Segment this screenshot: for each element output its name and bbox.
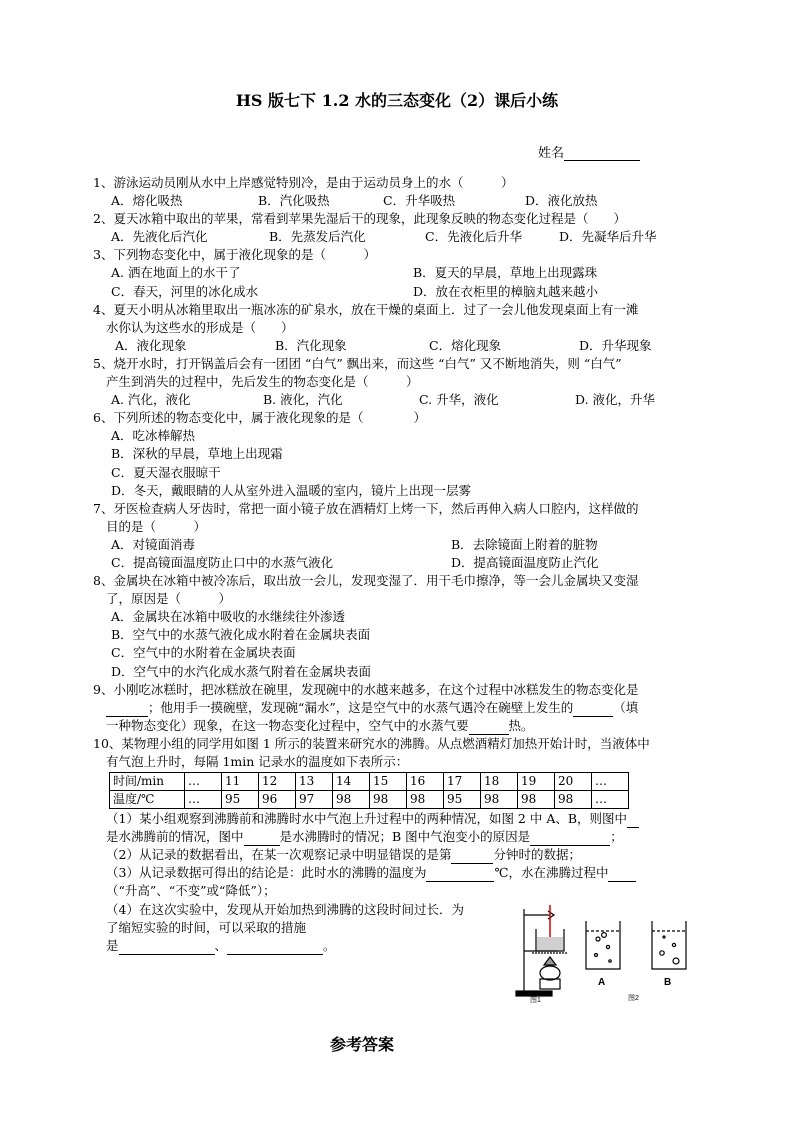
q9-blank-1[interactable]: [106, 702, 148, 717]
q9-line2-text-b: （填: [613, 699, 639, 715]
q7-stem-line2: 目的是（ ）: [106, 518, 207, 534]
q1-option-d[interactable]: D．液化放热: [525, 193, 598, 209]
q3-options-row2: [93, 283, 708, 301]
q8-option-d[interactable]: D．空气中的水汽化成水蒸气附着在金属块表面: [111, 663, 372, 679]
q2-option-a[interactable]: A．先液化后汽化: [111, 229, 208, 245]
name-field: [538, 142, 640, 161]
q9-blank-3[interactable]: [469, 720, 509, 735]
q2-option-b[interactable]: B．先蒸发后汽化: [269, 229, 366, 245]
table-cell: 98: [333, 791, 370, 809]
table-cell: 16: [407, 773, 444, 791]
q10-blank-3[interactable]: [530, 831, 610, 846]
q4-options: [93, 337, 708, 355]
table-cell: 14: [333, 773, 370, 791]
q3-option-d[interactable]: D．放在衣柜里的樟脑丸越来越小: [413, 283, 599, 299]
table-cell: 95: [222, 791, 259, 809]
table-cell: 15: [370, 773, 407, 791]
q10-line1: 10、某物理小组的同学用如图 1 所示的装置来研究水的沸腾。从点燃酒精灯加热开始计时，当液体中: [93, 735, 650, 751]
table-cell: …: [185, 791, 222, 809]
figure-caption-2: 图2: [628, 995, 639, 1002]
q9-line2: [93, 699, 708, 717]
q3-option-a[interactable]: A. 洒在地面上的水干了: [111, 265, 241, 281]
q3-option-c[interactable]: C．春天，河里的冰化成水: [111, 283, 259, 299]
q5-option-a[interactable]: A. 汽化，液化: [111, 392, 191, 408]
table-cell: 98: [555, 791, 592, 809]
table-cell: 98: [481, 791, 518, 809]
table-cell: …: [592, 791, 629, 809]
table-cell: 13: [296, 773, 333, 791]
q5-option-b[interactable]: B. 液化，汽化: [263, 392, 343, 408]
boiling-experiment-figure: [510, 903, 710, 1003]
q10-sub1-line1: [93, 810, 708, 828]
q10-sub4-text-c: 。: [323, 937, 336, 953]
q8-stem-line2: 了，原因是（ ）: [106, 591, 232, 607]
figure-label-b: B: [664, 977, 672, 988]
q10-sub2-text-a: （2）从记录的数据看出，在某一次观察记录中明显错误的是第: [106, 847, 452, 863]
beaker-a-icon: [586, 921, 620, 969]
table-cell: 20: [555, 773, 592, 791]
q5-option-d[interactable]: D. 液化，升华: [575, 392, 656, 408]
q5-stem-line1: 5、烧开水时，打开锅盖后会有一团团 “白气” 飘出来，而这些 “白气” 又不断地消失，则 “白气”: [93, 355, 622, 371]
q5-options: [93, 391, 708, 409]
q7-options-row1: [93, 536, 708, 554]
q10-blank-7[interactable]: [119, 940, 215, 955]
q10-sub2: [93, 846, 708, 864]
table-cell: 98: [407, 791, 444, 809]
q10-line2: 有气泡上升时，每隔 1min 记录水的温度如下表所示：: [106, 754, 409, 769]
q10-blank-2[interactable]: [244, 831, 280, 846]
q1-stem: 1、游泳运动员刚从水中上岸感觉特别冷，是由于运动员身上的水（ ）: [93, 175, 514, 190]
answer-heading: 参考答案: [329, 1035, 394, 1054]
q6-stem: 6、下列所述的物态变化中，属于液化现象的是（ ）: [93, 410, 426, 426]
q1-option-a[interactable]: A．熔化吸热: [111, 193, 183, 209]
q9-line2-text-a: ；他用手一摸碗壁，发现碗“漏水”，这是空气中的水蒸气遇冷在碗壁上发生的: [148, 699, 574, 715]
q10-blank-6[interactable]: [608, 867, 636, 882]
q4-stem-line1: 4、夏天小明从冰箱里取出一瓶冰冻的矿泉水，放在干燥的桌面上．过了一会儿他发现桌面上有一滩: [93, 301, 639, 317]
q4-option-c[interactable]: C．熔化现象: [429, 337, 502, 353]
q8-option-b[interactable]: B．空气中的水蒸气液化成水附着在金属块表面: [111, 627, 371, 643]
q7-option-a[interactable]: A．对镜面消毒: [111, 536, 196, 552]
table-row-time: [110, 773, 629, 791]
figure-caption-1: 图1: [530, 997, 541, 1003]
q2-option-c[interactable]: C．先液化后升华: [425, 229, 523, 245]
q1-option-c[interactable]: C．升华吸热: [383, 193, 456, 209]
q9-blank-2[interactable]: [573, 702, 613, 717]
table-cell: 98: [518, 791, 555, 809]
q10-sub1-text-b: 是水沸腾时的情况；B 图中气泡变小的原因是: [279, 829, 531, 845]
q4-option-a[interactable]: A．液化现象: [115, 337, 187, 353]
table-cell: 12: [259, 773, 296, 791]
table-cell: 18: [481, 773, 518, 791]
q2-options: [93, 228, 708, 246]
table-cell: 19: [518, 773, 555, 791]
table-cell: 95: [444, 791, 481, 809]
q8-stem-line1: 8、金属块在冰箱中被冷冻后，取出放一会儿，发现变湿了．用干毛巾擦净，等一会儿金属块又变湿: [93, 573, 639, 589]
q10-sub1-line2: [93, 828, 708, 846]
q1-options: [93, 192, 708, 210]
temperature-table: [109, 772, 629, 809]
table-header-temp: 温度/℃: [110, 791, 185, 809]
q10-sub3-text-a: （3）从记录数据可得出的结论是：此时水的沸腾的温度为: [106, 865, 427, 881]
q10-blank-5[interactable]: [426, 867, 494, 882]
q6-option-c[interactable]: C．夏天湿衣服晾干: [111, 464, 221, 480]
q10-sub2-text-b: 分钟时的数据；: [493, 847, 581, 863]
q7-option-c[interactable]: C．提高镜面温度防止口中的水蒸气液化: [111, 554, 334, 570]
q10-sub3-line1: [93, 864, 708, 882]
table-header-time: 时间/min: [110, 773, 185, 791]
q9-line3-text-a: 一种物态变化）现象，在这一物态变化过程中，空气中的水蒸气要: [106, 717, 469, 733]
q4-stem-line2: 水你认为这些水的形成是（ ）: [106, 319, 294, 335]
q9-line1: 9、小刚吃冰糕时，把冰糕放在碗里，发现碗中的水越来越多，在这个过程中冰糕发生的物态变化是: [93, 681, 639, 697]
q2-stem: 2、夏天冰箱中取出的苹果，常看到苹果先湿后干的现象，此现象反映的物态变化过程是（ ）: [93, 211, 626, 227]
q2-option-d[interactable]: D．先凝华后升华: [559, 229, 657, 245]
q10-blank-8[interactable]: [227, 940, 323, 955]
q5-option-c[interactable]: C. 升华，液化: [419, 392, 499, 408]
q10-blank-1[interactable]: [627, 813, 639, 828]
table-cell: 98: [370, 791, 407, 809]
q7-options-row2: [93, 554, 708, 572]
q10-sub4-line1: （4）在这次实验中，发现从开始加热到沸腾的这段时间过长．为: [106, 901, 464, 917]
q3-options-row1: [93, 264, 708, 282]
q6-option-b[interactable]: B．深秋的早晨，草地上出现霜: [111, 446, 283, 462]
name-label: 姓名: [538, 146, 565, 161]
q6-option-d[interactable]: D．冬天，戴眼睛的人从室外进入温暖的室内，镜片上出现一层雾: [111, 482, 472, 498]
q7-option-b[interactable]: B．去除镜面上附着的脏物: [451, 536, 598, 552]
q10-sub3-line2: （“升高”、“不变”或“降低”）；: [106, 883, 276, 899]
table-cell: 11: [222, 773, 259, 791]
q7-option-d[interactable]: D．提高镜面温度防止汽化: [451, 554, 599, 570]
q10-blank-4[interactable]: [451, 849, 493, 864]
table-cell: 97: [296, 791, 333, 809]
q3-stem: 3、下列物态变化中，属于液化现象的是（ ）: [93, 247, 376, 263]
q9-line3: [93, 717, 708, 735]
table-cell: 17: [444, 773, 481, 791]
q4-option-d[interactable]: D．升华现象: [579, 337, 652, 353]
figure-label-a: A: [598, 977, 606, 988]
q10-sub4-text-a: 是: [106, 937, 119, 953]
q6-option-a[interactable]: A．吃冰棒解热: [111, 428, 196, 444]
q4-option-b[interactable]: B．汽化现象: [275, 337, 347, 353]
q3-option-b[interactable]: B．夏天的早晨，草地上出现露珠: [413, 265, 598, 281]
name-blank[interactable]: [564, 147, 640, 161]
q10-sub1-text-a: 是水沸腾前的情况，图中: [106, 829, 244, 845]
q8-option-c[interactable]: C．空气中的水附着在金属块表面: [111, 645, 296, 661]
table-cell: 96: [259, 791, 296, 809]
q5-stem-line2: 产生到消失的过程中，先后发生的物态变化是（ ）: [106, 374, 419, 390]
q10-sub3-text-b: ℃，水在沸腾过程中: [494, 865, 609, 881]
q9-line3-text-b: 热。: [508, 717, 534, 733]
table-row-temp: [110, 791, 629, 809]
question-list: [93, 174, 708, 955]
table-cell: …: [185, 773, 222, 791]
q7-stem-line1: 7、牙医检查病人牙齿时，常把一面小镜子放在酒精灯上烤一下，然后再伸入病人口腔内，这样做的: [93, 500, 639, 516]
iron-stand-icon: [516, 905, 568, 996]
q10-sub1-text: （1）某小组观察到沸腾前和沸腾时水中气泡上升过程中的两种情况，如图 2 中 A、B，则图中: [106, 811, 628, 827]
q10-sub4-line2: 了缩短实验的时间，可以采取的措施: [106, 919, 307, 935]
q10-sub1-text-c: ；: [610, 829, 623, 845]
q8-option-a[interactable]: A．金属块在冰箱中吸收的水继续往外渗透: [111, 609, 346, 625]
beaker-b-icon: [652, 921, 686, 969]
q10-sub4-text-b: 、: [214, 937, 228, 953]
page-title: HS 版七下 1.2 水的三态变化（2）课后小练: [235, 91, 559, 110]
table-cell: …: [592, 773, 629, 791]
q1-option-b[interactable]: B．汽化吸热: [258, 193, 330, 209]
